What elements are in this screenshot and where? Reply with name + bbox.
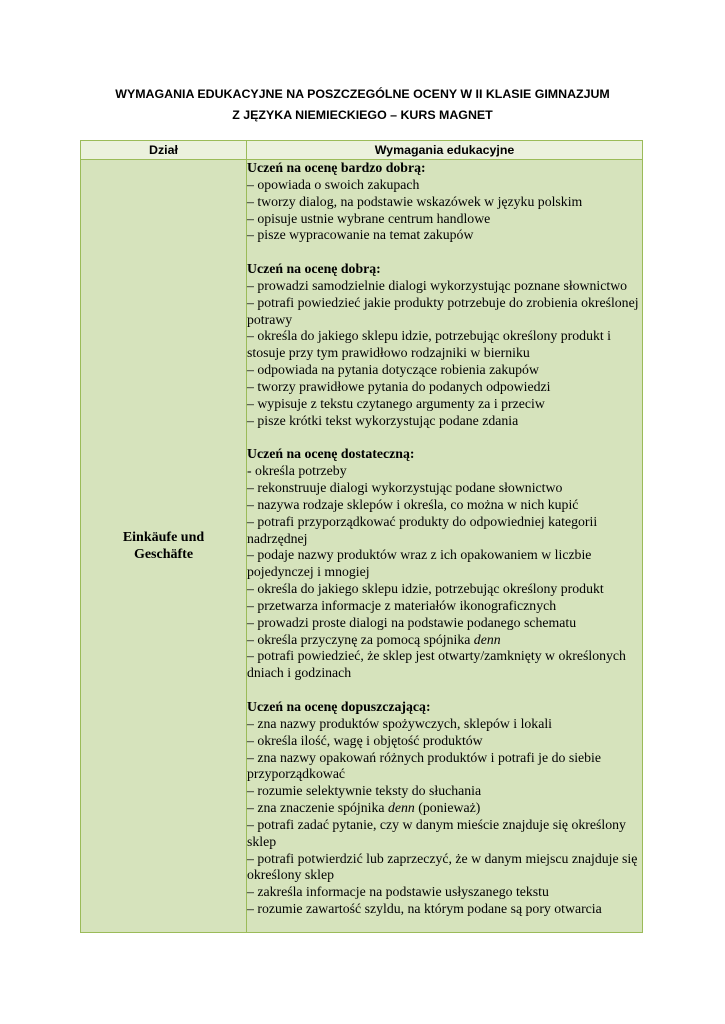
- table-header-row: [81, 141, 643, 160]
- requirement-item: – przetwarza informacje z materiałów ikonograficznych: [247, 597, 557, 613]
- grade-heading: Uczeń na ocenę dostateczną:: [247, 446, 415, 462]
- requirement-item: - określa potrzeby: [247, 463, 347, 479]
- requirement-item: – rekonstruuje dialogi wykorzystując podane słownictwo: [247, 480, 563, 496]
- grade-heading: Uczeń na ocenę bardzo dobrą:: [247, 160, 426, 175]
- grade-group: [247, 160, 642, 244]
- requirement-item: – rozumie selektywnie teksty do słuchania: [247, 783, 482, 799]
- grade-group: [247, 446, 642, 682]
- requirement-item: – określa ilość, wagę i objętość produktów: [247, 732, 483, 748]
- column-header-section: Dział: [81, 141, 247, 160]
- document-title-line-1: WYMAGANIA EDUKACYJNE NA POSZCZEGÓLNE OCENY W II KLASIE GIMNAZJUM: [115, 87, 610, 101]
- grade-heading: Uczeń na ocenę dopuszczającą:: [247, 699, 431, 714]
- requirement-item: – zakreśla informacje na podstawie usłyszanego tekstu: [247, 884, 549, 900]
- requirement-item: – określa do jakiego sklepu idzie, potrzebując określony produkt: [247, 581, 604, 597]
- requirement-item: – zna znaczenie spójnika denn (ponieważ): [247, 800, 481, 816]
- grade-group: [247, 261, 642, 429]
- requirements-list: [247, 160, 642, 918]
- requirement-item: – rozumie zawartość szyldu, na którym podane są pory otwarcia: [247, 901, 602, 917]
- document-title-line-2: Z JĘZYKA NIEMIECKIEGO – KURS MAGNET: [232, 108, 493, 122]
- requirement-item: – określa do jakiego sklepu idzie, potrzebując określony produkt i stosuje przy tym prawidłowo rodzajniki w bierniku: [247, 328, 611, 361]
- requirement-item: – opisuje ustnie wybrane centrum handlowe: [247, 210, 491, 226]
- section-name-cell: [81, 160, 247, 933]
- requirement-item: – zna nazwy opakowań różnych produktów i potrafi je do siebie przyporządkować: [247, 749, 602, 782]
- requirement-item: – potrafi przyporządkować produkty do odpowiedniej kategorii nadrzędnej: [247, 513, 598, 546]
- requirement-item: – prowadzi samodzielnie dialogi wykorzystując poznane słownictwo: [247, 277, 628, 293]
- table-row: [81, 160, 643, 933]
- requirement-item: – nazywa rodzaje sklepów i określa, co można w nich kupić: [247, 496, 579, 512]
- grade-heading: Uczeń na ocenę dobrą:: [247, 261, 381, 277]
- requirement-item: – tworzy prawidłowe pytania do podanych odpowiedzi: [247, 378, 551, 394]
- requirement-item: – potrafi powiedzieć jakie produkty potrzebuje do zrobienia określonej potrawy: [247, 294, 639, 327]
- grade-group: [247, 699, 642, 918]
- requirement-item: – potrafi powiedzieć, że sklep jest otwarty/zamknięty w określonych dniach i godzinach: [247, 648, 626, 681]
- requirement-item: – potrafi potwierdzić lub zaprzeczyć, że w danym miejscu znajduje się określony sklep: [247, 850, 638, 883]
- requirement-item: – zna nazwy produktów spożywczych, sklepów i lokali: [247, 715, 552, 731]
- requirement-item: – opowiada o swoich zakupach: [247, 176, 420, 192]
- requirement-item: – prowadzi proste dialogi na podstawie podanego schematu: [247, 614, 577, 630]
- requirement-item: – określa przyczynę za pomocą spójnika denn: [247, 631, 501, 647]
- requirements-cell: [247, 160, 643, 933]
- requirement-item: – podaje nazwy produktów wraz z ich opakowaniem w liczbie pojedynczej i mnogiej: [247, 547, 592, 580]
- requirement-item: – pisze wypracowanie na temat zakupów: [247, 227, 474, 243]
- requirement-item: – odpowiada na pytania dotyczące robienia zakupów: [247, 362, 539, 378]
- column-header-requirements: Wymagania edukacyjne: [247, 141, 643, 160]
- requirement-item: – pisze krótki tekst wykorzystując podane zdania: [247, 412, 519, 428]
- requirement-item: – tworzy dialog, na podstawie wskazówek w języku polskim: [247, 193, 583, 209]
- requirement-item: – wypisuje z tekstu czytanego argumenty za i przeciw: [247, 395, 545, 411]
- requirement-item: – potrafi zadać pytanie, czy w danym mieście znajduje się określony sklep: [247, 816, 626, 849]
- requirements-table: [80, 140, 643, 933]
- section-name: Einkäufe und Geschäfte: [122, 530, 205, 562]
